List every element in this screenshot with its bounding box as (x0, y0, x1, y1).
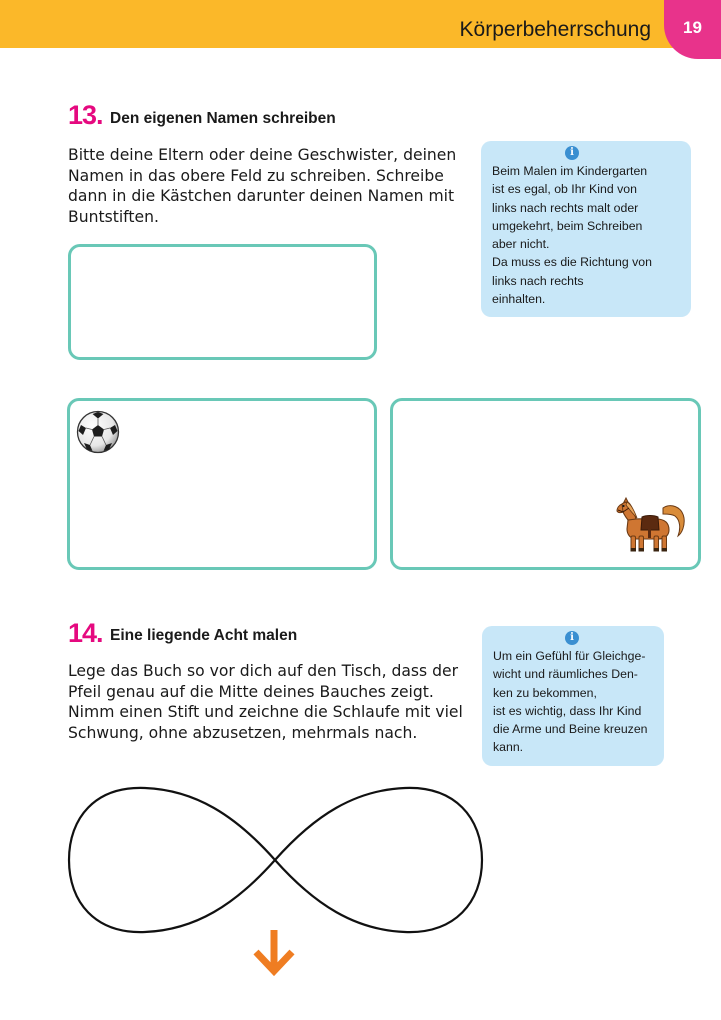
info-icon: i (565, 146, 579, 160)
info-line: die Arme und Beine kreuzen (493, 722, 648, 737)
info-line: aber nicht. (492, 237, 550, 252)
exercise-14-text-line: Nimm einen Stift und zeichne die Schlaufe mit viel (68, 703, 463, 721)
info-line: kann. (493, 740, 524, 755)
exercise-14-text-line: Lege das Buch so vor dich auf den Tisch, dass der (68, 662, 459, 680)
exercise-13-text-line: Bitte deine Eltern oder deine Geschwister, deinen (68, 146, 457, 164)
pony-icon (614, 500, 688, 554)
exercise-13-text-line: Buntstiften. (68, 207, 159, 226)
exercise-14-text-line: Pfeil genau auf die Mitte deines Bauches zeigt. (68, 682, 434, 701)
info-line: umgekehrt, beim Schreiben (492, 218, 643, 233)
info-line: ken zu bekommen, (493, 685, 597, 700)
parent-info-box-14 (482, 626, 664, 766)
info-line: links nach rechts (492, 273, 584, 288)
parent-info-text-14 (493, 647, 648, 757)
exercise-14-text-line: Schwung, ohne abzusetzen, mehrmals nach. (68, 723, 418, 742)
info-icon: i (565, 631, 579, 645)
info-line: links nach rechts malt oder (492, 200, 639, 215)
page-number: 19 (683, 18, 702, 37)
exercise-14-text (68, 661, 463, 743)
exercise-13-text (68, 145, 456, 227)
soccer-ball-icon (76, 410, 120, 454)
info-line: ist es wichtig, dass Ihr Kind (493, 703, 642, 718)
name-sample-field[interactable] (68, 244, 377, 360)
info-line: Um ein Gefühl für Gleichge- (493, 649, 646, 663)
exercise-13-title: Den eigenen Namen schreiben (110, 110, 336, 127)
exercise-14-title: Eine liegende Acht malen (110, 627, 298, 644)
exercise-13-text-line: dann in die Kästchen darunter deinen Namen mit (68, 187, 455, 205)
info-line: ist es egal, ob Ihr Kind von (492, 182, 637, 197)
exercise-13-text-line: Namen in das obere Feld zu schreiben. Schreibe (68, 166, 444, 185)
info-line: Beim Malen im Kindergarten (492, 164, 648, 178)
info-line: Da muss es die Richtung von (492, 255, 652, 270)
info-line: wicht und räumliches Den- (493, 667, 638, 682)
exercise-14-number: 14. (68, 618, 103, 648)
parent-info-text-13 (492, 162, 652, 308)
page-title: Körperbeherrschung (459, 18, 651, 41)
info-line: einhalten. (492, 292, 546, 307)
exercise-13-number: 13. (68, 100, 103, 130)
parent-info-box-13 (481, 141, 691, 317)
arrow-down-icon (252, 928, 296, 976)
